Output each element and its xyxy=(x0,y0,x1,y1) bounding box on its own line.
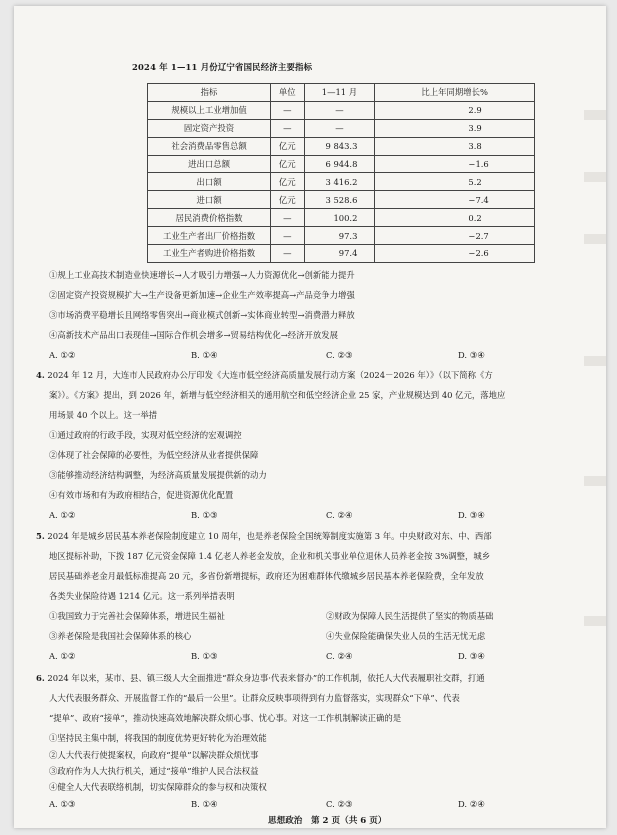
table-row xyxy=(148,191,535,209)
cell-growth: 5.2 xyxy=(375,173,535,191)
q4-option-a[interactable]: A. ①② xyxy=(49,510,76,520)
cell-indicator: 工业生产者购进价格指数 xyxy=(148,245,271,263)
q6-option-c[interactable]: C. ②③ xyxy=(326,799,353,809)
question-number: 5. xyxy=(36,531,45,541)
q6-item-2: ②人大代表行使提案权，向政府“提单”以解决群众烦忧事 xyxy=(49,750,259,760)
bleed-mark xyxy=(584,476,606,486)
cell-indicator: 规模以上工业增加值 xyxy=(148,101,271,119)
cell-indicator: 进口额 xyxy=(148,191,271,209)
cell-unit: 亿元 xyxy=(271,191,304,209)
table-row xyxy=(148,227,535,245)
q4-item-4: ④有效市场和有为政府相结合，促进资源优化配置 xyxy=(49,490,234,500)
q4-option-d[interactable]: D. ③④ xyxy=(458,510,485,520)
cell-unit: — xyxy=(271,209,304,227)
q4-item-1: ①通过政府的行政手段，实现对低空经济的宏观调控 xyxy=(49,430,242,440)
q5-stem-line-3: 居民基础养老金月最低标准提高 20 元，多省份新增提标，政府还为困难群体代缴城乡居民基本养老保险费，全年发放 xyxy=(49,571,484,581)
q5-option-b[interactable]: B. ①③ xyxy=(191,651,218,661)
q3-item-2: ②固定资产投资规模扩大→生产设备更新加速→企业生产效率提高→产品竞争力增强 xyxy=(49,290,355,300)
q4-item-3: ③能够推动经济结构调整，为经济高质量发展提供新的动力 xyxy=(49,470,267,480)
cell-indicator: 固定资产投资 xyxy=(148,119,271,137)
cell-unit: 亿元 xyxy=(271,155,304,173)
table-row xyxy=(148,209,535,227)
q3-item-4: ④高新技术产品出口表现佳→国际合作机会增多→贸易结构优化→经济开放发展 xyxy=(49,330,339,340)
q4-stem-line-1: 4. 2024 年 12 月，大连市人民政府办公厅印发《大连市低空经济高质量发展行动方案（2024－2026 年）》（以下简称《方 xyxy=(36,370,493,380)
cell-value: — xyxy=(304,119,375,137)
cell-growth: −1.6 xyxy=(375,155,535,173)
cell-growth: 2.9 xyxy=(375,101,535,119)
q3-item-3: ③市场消费平稳增长且网络零售突出→商业模式创新→实体商业转型→消费潜力释放 xyxy=(49,310,355,320)
q4-stem-line-2: 案》）。《方案》提出，到 2026 年，新增与低空经济相关的通用航空和低空经济企业 25 家，产业规模达到 40 亿元，落地应 xyxy=(49,390,506,400)
bleed-mark xyxy=(584,356,606,366)
exam-page xyxy=(14,6,606,828)
q6-item-1: ①坚持民主集中制，将我国的制度优势更好转化为治理效能 xyxy=(49,733,267,743)
cell-value: 3 528.6 xyxy=(304,191,375,209)
page-footer: 思想政治 第 2 页（共 6 页） xyxy=(268,816,387,826)
q6-option-b[interactable]: B. ①④ xyxy=(191,799,218,809)
cell-unit: — xyxy=(271,101,304,119)
q5-item-4: ④失业保险能确保失业人员的生活无忧无虑 xyxy=(326,631,486,641)
bleed-mark xyxy=(584,234,606,244)
q4-stem-line-3: 用场景 40 个以上。这一举措 xyxy=(49,410,158,420)
economic-indicators-table xyxy=(147,83,535,263)
cell-unit: 亿元 xyxy=(271,173,304,191)
header-period: 1—11 月 xyxy=(304,84,375,102)
table-row xyxy=(148,173,535,191)
cell-indicator: 工业生产者出厂价格指数 xyxy=(148,227,271,245)
q3-item-1: ①规上工业高技术制造业快速增长→人才吸引力增强→人力资源优化→创新能力提升 xyxy=(49,270,355,280)
cell-value: 9 843.3 xyxy=(304,137,375,155)
cell-growth: −2.6 xyxy=(375,245,535,263)
q4-option-c[interactable]: C. ②④ xyxy=(326,510,353,520)
q3-option-c[interactable]: C. ②③ xyxy=(326,350,353,360)
cell-growth: −7.4 xyxy=(375,191,535,209)
cell-unit: — xyxy=(271,119,304,137)
q5-item-3: ③养老保险是我国社会保障体系的核心 xyxy=(49,631,192,641)
question-number: 4. xyxy=(36,370,45,380)
cell-indicator: 出口额 xyxy=(148,173,271,191)
q5-stem-line-4: 各类失业保险待遇 1214 亿元。这一系列举措表明 xyxy=(49,591,235,601)
q6-stem-line-2: 人大代表服务群众、开展监督工作的“最后一公里”。让群众反映事项得到有力监督落实，实现群众“下单”、代表 xyxy=(49,693,460,703)
cell-indicator: 进出口总额 xyxy=(148,155,271,173)
cell-value: — xyxy=(304,101,375,119)
q3-option-b[interactable]: B. ①④ xyxy=(191,350,218,360)
table-row xyxy=(148,155,535,173)
table-row xyxy=(148,245,535,263)
q6-option-d[interactable]: D. ②④ xyxy=(458,799,485,809)
q4-item-2: ②体现了社会保障的必要性，为低空经济从业者提供保障 xyxy=(49,450,259,460)
cell-growth: 3.8 xyxy=(375,137,535,155)
cell-indicator: 社会消费品零售总额 xyxy=(148,137,271,155)
table-row xyxy=(148,101,535,119)
q6-item-3: ③政府作为人大执行机关，通过“接单”维护人民合法权益 xyxy=(49,766,259,776)
q5-stem-line-2: 地区提标补助，下拨 187 亿元资金保障 1.4 亿老人养老金发放，企业和机关事业单位退休人员养老金按 3%调整，城乡 xyxy=(49,551,491,561)
cell-growth: 3.9 xyxy=(375,119,535,137)
table-row xyxy=(148,119,535,137)
q5-item-1: ①我国致力于完善社会保障体系，增进民生福祉 xyxy=(49,611,225,621)
cell-unit: — xyxy=(271,227,304,245)
table-row xyxy=(148,137,535,155)
q5-stem-line-1: 5. 2024 年是城乡居民基本养老保险制度建立 10 周年，也是养老保险全国统筹制度实施第 3 年。中央财政对东、中、西部 xyxy=(36,531,492,541)
cell-value: 100.2 xyxy=(304,209,375,227)
header-unit: 单位 xyxy=(271,84,304,102)
bleed-mark xyxy=(584,110,606,120)
question-number: 6. xyxy=(36,673,45,683)
q4-option-b[interactable]: B. ①③ xyxy=(191,510,218,520)
cell-value: 97.4 xyxy=(304,245,375,263)
cell-unit: — xyxy=(271,245,304,263)
cell-growth: −2.7 xyxy=(375,227,535,245)
cell-growth: 0.2 xyxy=(375,209,535,227)
q6-stem-line-3: “提单”、政府“接单”，推动快速高效地解决群众烦心事、忧心事。对这一工作机制解读正确的是 xyxy=(49,713,402,723)
cell-indicator: 居民消费价格指数 xyxy=(148,209,271,227)
q5-item-2: ②财政为保障人民生活提供了坚实的物质基础 xyxy=(326,611,494,621)
cell-value: 97.3 xyxy=(304,227,375,245)
cell-value: 3 416.2 xyxy=(304,173,375,191)
q6-option-a[interactable]: A. ①③ xyxy=(49,799,76,809)
bleed-mark xyxy=(584,616,606,626)
q5-option-d[interactable]: D. ③④ xyxy=(458,651,485,661)
cell-unit: 亿元 xyxy=(271,137,304,155)
cell-value: 6 944.8 xyxy=(304,155,375,173)
q3-option-d[interactable]: D. ③④ xyxy=(458,350,485,360)
table-title: 2024 年 1—11 月份辽宁省国民经济主要指标 xyxy=(132,62,313,72)
q6-item-4: ④健全人大代表联络机制，切实保障群众的参与权和决策权 xyxy=(49,782,267,792)
q6-stem-line-1: 6. 2024 年以来，某市、县、镇三级人大全面推进“群众身边事·代表来督办”的工作机制，依托人大代表履职社交群，打通 xyxy=(36,673,485,683)
bleed-mark xyxy=(584,172,606,182)
q5-option-c[interactable]: C. ②④ xyxy=(326,651,353,661)
q3-option-a[interactable]: A. ①② xyxy=(49,350,76,360)
header-indicator: 指标 xyxy=(148,84,271,102)
table-header-row xyxy=(148,84,535,102)
q5-option-a[interactable]: A. ①② xyxy=(49,651,76,661)
header-growth: 比上年同期增长% xyxy=(375,84,535,102)
